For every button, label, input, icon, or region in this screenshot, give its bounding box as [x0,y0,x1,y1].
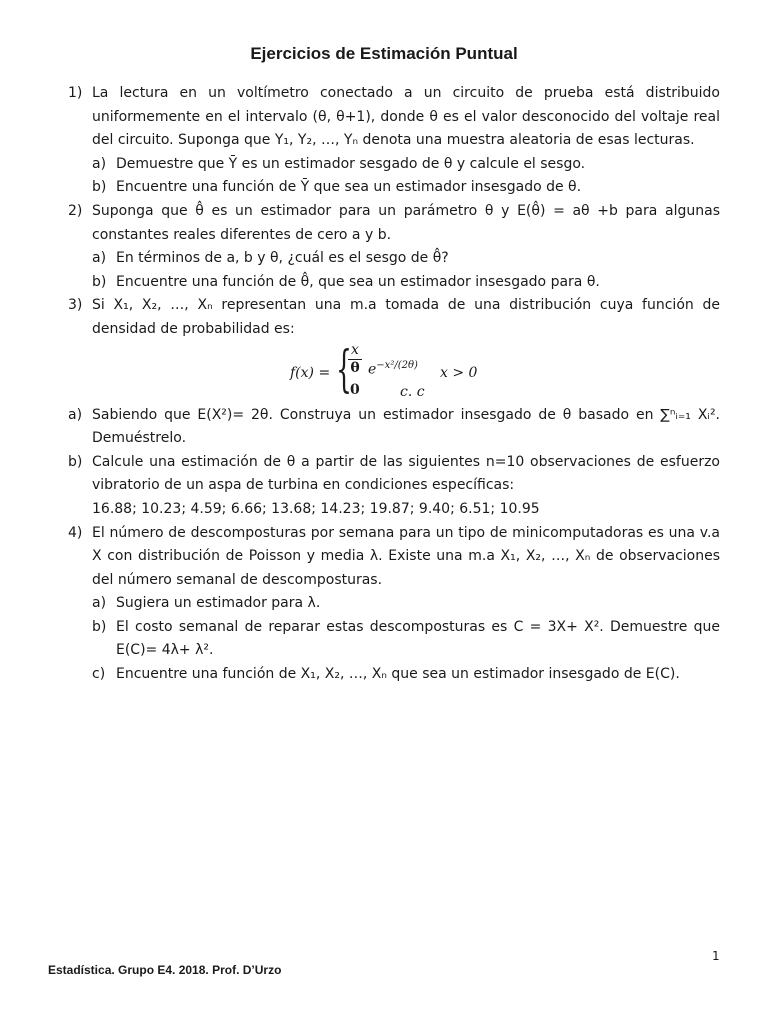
exercise-number: 3) [68,297,83,314]
item-label: a) [92,155,107,172]
exercise-4 [68,522,720,593]
fraction-numerator: x [348,342,362,360]
item-label: b) [92,273,107,290]
exercise-number: 2) [68,202,83,219]
item-label: b) [68,453,83,470]
exercise-3-a [68,404,720,451]
observation-data: 16.88; 10.23; 4.59; 6.66; 13.68; 14.23; 19.87; 9.40; 6.51; 10.95 [92,500,540,517]
item-label: a) [68,406,83,423]
exp-power: −x²/(2θ) [376,359,418,371]
page-footer: Estadística. Grupo E4. 2018. Prof. D’Urzo [48,963,282,977]
exercise-3-b [68,451,720,498]
formula-lhs: f(x) = [290,364,331,381]
exercise-4-b [92,616,720,663]
item-label: c) [92,666,106,683]
item-label: a) [92,595,107,612]
exercise-4-a [92,592,720,616]
page-number: 1 [712,949,720,963]
formula-fraction [348,342,362,376]
item-text: En términos de a, b y θ, ¿cuál es el sesgo de θ̂? [116,250,449,267]
exercise-text: El número de descomposturas por semana para un tipo de minicomputadoras es una v.a X con distribución de Poisson y media λ. Existe una m.a X₁, X₂, …, Xₙ de observaciones del número semanal de descomposturas. [92,524,720,588]
exercise-1 [68,82,720,153]
density-formula [68,339,720,404]
item-text: Sabiendo que E(X²)= 2θ. Construya un estimador insesgado de θ basado en ∑ⁿᵢ₌₁ Xᵢ². Demuéstrelo. [92,406,720,447]
formula-exponential [368,354,418,382]
item-text: Sugiera un estimador para λ. [116,595,321,612]
item-label: a) [92,250,107,267]
item-text: Calcule una estimación de θ a partir de las siguientes n=10 observaciones de esfuerzo vibratorio de un aspa de turbina en condiciones específicas: [92,453,720,494]
exercise-3 [68,294,720,341]
item-text: Encuentre una función de θ̂, que sea un estimador insesgado para θ. [116,273,600,290]
formula-brace: { [336,339,352,398]
item-label: b) [92,618,107,635]
exercise-1-a [92,153,720,177]
page-title: Ejercicios de Estimación Puntual [250,44,518,63]
exercise-2 [68,200,720,247]
exercise-2-b [92,271,720,295]
exercise-text: La lectura en un voltímetro conectado a un circuito de prueba está distribuido uniformemente en el intervalo (θ, θ+1), donde θ es el valor desconocido del voltaje real del circuito. Suponga que Y₁, Y₂, …, Yₙ denota una muestra aleatoria de esas lecturas. [92,85,720,149]
exercise-2-a [92,247,720,271]
exercise-text: Si X₁, X₂, …, Xₙ representan una m.a tomada de una distribución cuya función de densidad de probabilidad es: [92,297,720,337]
item-text: Encuentre una función de X₁, X₂, …, Xₙ que sea un estimador insesgado de E(C). [116,666,680,683]
item-text: Encuentre una función de Ȳ que sea un estimador insesgado de θ. [116,179,582,196]
exp-base: e [368,361,377,378]
exercise-list [68,82,720,687]
exercise-text: Suponga que θ̂ es un estimador para un parámetro θ y E(θ̂) = aθ +b para algunas constantes reales diferentes de cero a y b. [92,202,720,243]
formula-zero: 0 [350,381,360,398]
fraction-denominator: θ [350,359,360,376]
exercise-number: 1) [68,85,83,101]
exercise-1-b [92,176,720,200]
item-text: Demuestre que Ȳ es un estimador sesgado de θ y calcule el sesgo. [116,155,586,172]
formula-otherwise: c. c [400,383,425,400]
exercise-4-c [92,663,720,687]
formula-condition: x > 0 [440,364,478,381]
item-label: b) [92,179,107,196]
item-text: El costo semanal de reparar estas descomposturas es C = 3X+ X². Demuestre que E(C)= 4λ+ λ². [116,618,720,659]
exercise-number: 4) [68,524,83,541]
